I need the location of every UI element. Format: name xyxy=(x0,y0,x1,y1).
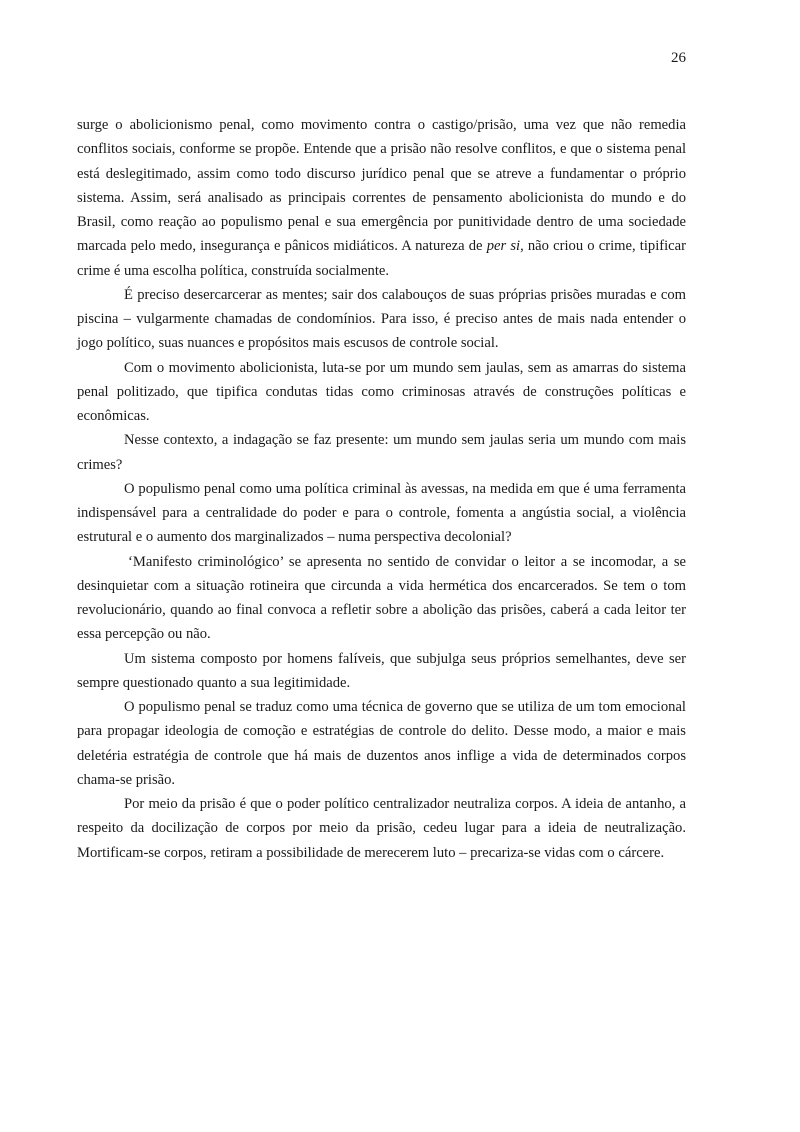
paragraph-text: É preciso desercarcerar as mentes; sair dos calabouços de suas próprias prisões muradas e com piscina – vulgarmente chamadas de condomínios. Para isso, é preciso antes de mais nada entender o jogo político, suas nuances e propósitos mais escusos de controle social. xyxy=(77,286,686,352)
paragraph-text: Por meio da prisão é que o poder político centralizador neutraliza corpos. A ideia de antanho, a respeito da docilização de corpos por meio da prisão, cedeu lugar para a ideia de neutralização. Mortificam-se corpos, retiram a possibilidade de merecerem luto – precariza-se vidas com o cárcere. xyxy=(77,796,686,861)
paragraph-text: O populismo penal como uma política criminal às avessas, na medida em que é uma ferramenta indispensável para a centralidade do poder e para o controle, fomenta a angústia social, a violência estrutural e o aumento dos marginalizados – numa perspectiva decolonial? xyxy=(77,480,686,546)
paragraph-text: , não criou o crime, tipificar crime é uma escolha política, construída socialmente. xyxy=(77,238,686,279)
paragraph xyxy=(77,283,686,356)
paragraph xyxy=(77,428,686,477)
paragraph xyxy=(77,477,686,550)
body-text xyxy=(77,113,686,865)
paragraph-text: surge o abolicionismo penal, como movimento contra o castigo/prisão, uma vez que não remedia conflitos sociais, conforme se propõe. Entende que a prisão não resolve conflitos, e que o sistema penal está deslegitimado, assim como todo discurso jurídico penal que se atreve a fundamentar o próprio sistema. Assim, será analisado as principais correntes de pensamento abolicionista do mundo e do Brasil, como reação ao populismo penal e sua emergência por punitividade dentro de uma sociedade marcada pelo medo, insegurança e pânicos midiáticos. A natureza de xyxy=(77,117,686,255)
page-number: 26 xyxy=(671,50,686,66)
paragraph-text: Um sistema composto por homens falíveis, que subjulga seus próprios semelhantes, deve ser sempre questionado quanto a sua legitimidade. xyxy=(77,650,686,691)
paragraph xyxy=(77,792,686,865)
paragraph-text: Nesse contexto, a indagação se faz presente: um mundo sem jaulas seria um mundo com mais crimes? xyxy=(77,432,686,473)
paragraph xyxy=(77,113,686,283)
paragraph xyxy=(77,550,686,647)
paragraph xyxy=(77,647,686,696)
paragraph-text: Com o movimento abolicionista, luta-se por um mundo sem jaulas, sem as amarras do sistema penal politizado, que tipifica condutas tidas como criminosas através de construções políticas e econômicas. xyxy=(77,359,686,424)
paragraph-text: O populismo penal se traduz como uma técnica de governo que se utiliza de um tom emocional para propagar ideologia de comoção e estratégias de controle do delito. Desse modo, a maior e mais deletéria estratégia de controle que há mais de duzentos anos inflige a vida de determinados corpos chama-se prisão. xyxy=(77,699,686,788)
italic-text: per si xyxy=(486,238,521,255)
paragraph xyxy=(77,695,686,792)
paragraph xyxy=(77,356,686,429)
paragraph-text: ‘Manifesto criminológico’ se apresenta no sentido de convidar o leitor a se incomodar, a se desinquietar com a situação rotineira que circunda a vida hermética dos encarcerados. Se tem o tom revolucionário, quando ao final convoca a refletir sobre a abolição das prisões, caberá a cada leitor ter essa percepção ou não. xyxy=(77,553,686,643)
